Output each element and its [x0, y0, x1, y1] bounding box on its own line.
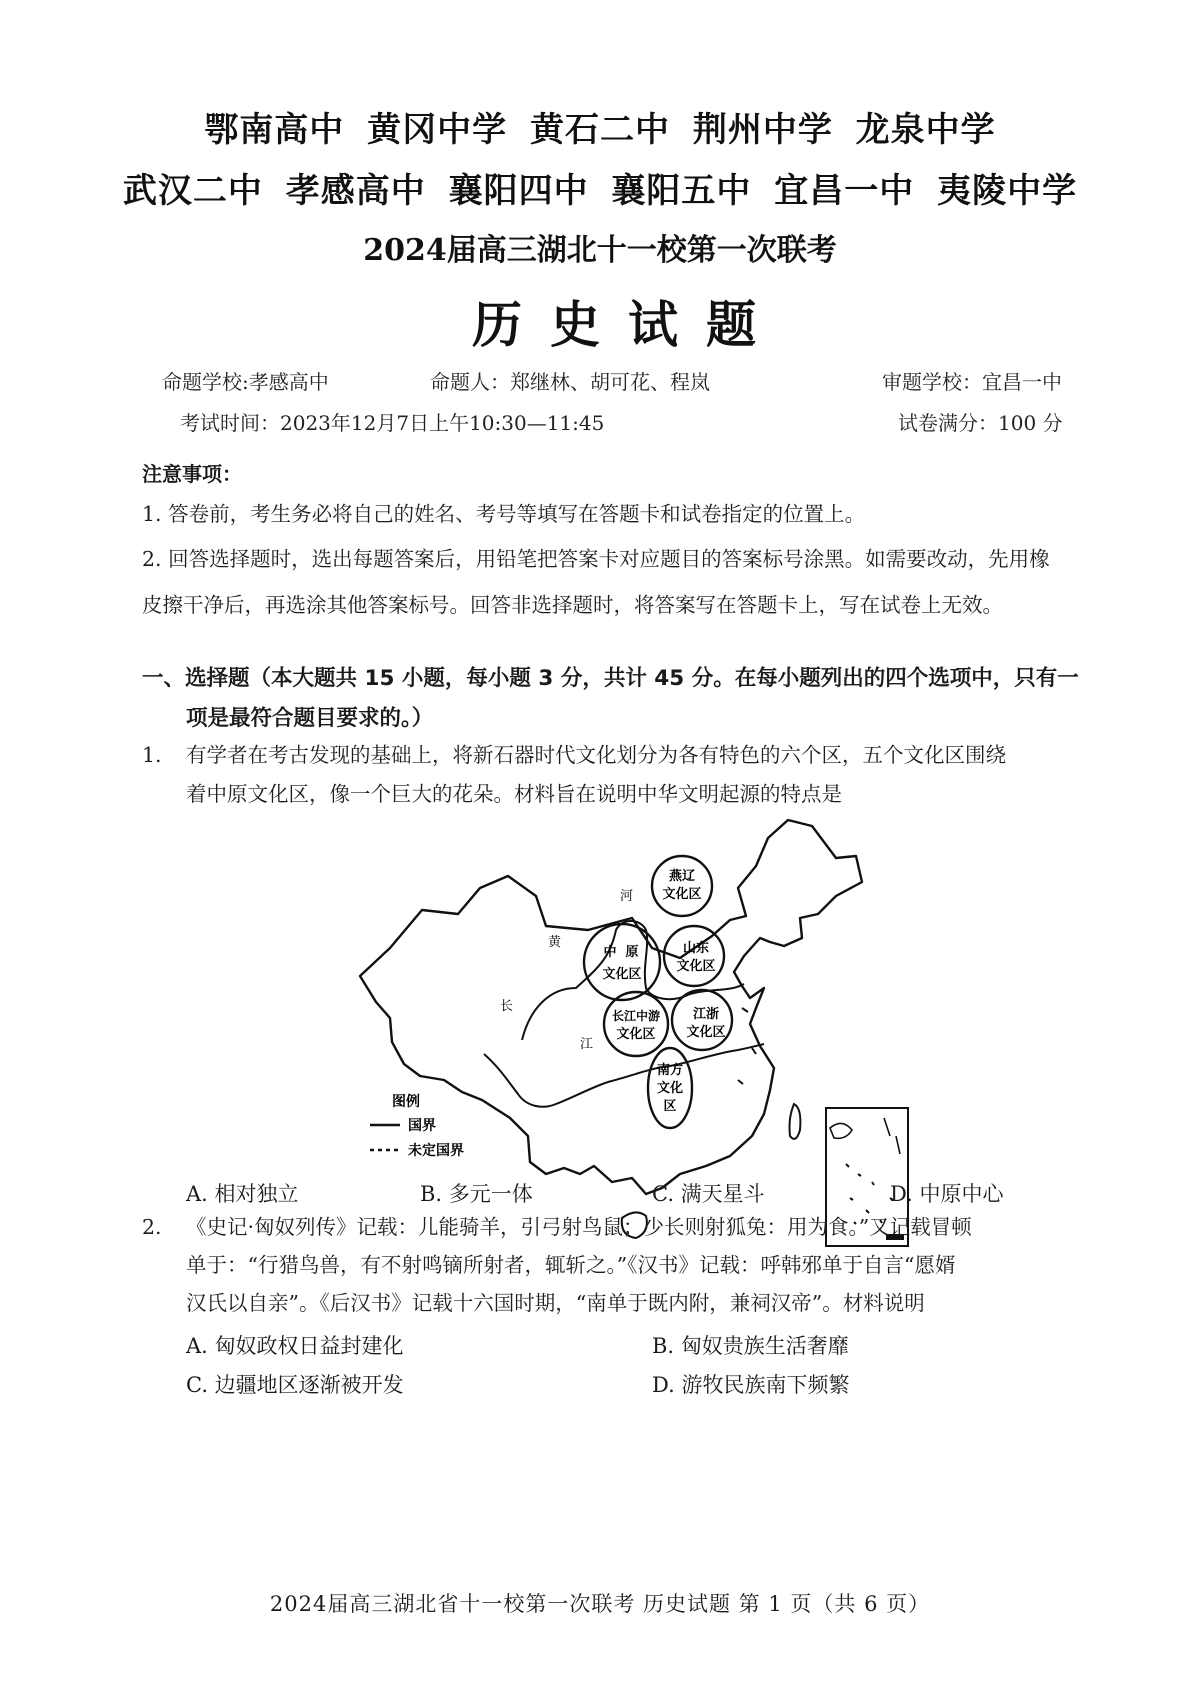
- q2-option-b[interactable]: B. 匈奴贵族生活奢靡: [652, 1334, 849, 1358]
- region-label: 文化区: [662, 887, 702, 902]
- q2-number: 2.: [142, 1215, 162, 1239]
- culture-region-yanliao: [652, 856, 712, 916]
- page-footer: 2024届高三湖北省十一校第一次联考 历史试题 第 1 页（共 6 页）: [269, 1592, 931, 1616]
- q1-option-c[interactable]: C. 满天星斗: [652, 1182, 765, 1206]
- q1-option-b[interactable]: B. 多元一体: [420, 1182, 533, 1206]
- q1-number: 1.: [142, 743, 162, 767]
- region-label: 山东: [682, 941, 710, 956]
- river-label-he: 河: [620, 889, 634, 904]
- setters: 命题人：郑继林、胡可花、程岚: [430, 370, 710, 394]
- setter-school: 命题学校:孝感高中: [162, 370, 329, 394]
- region-label: 文化: [656, 1081, 684, 1096]
- notice-title: 注意事项：: [142, 462, 242, 486]
- taiwan-island: [790, 1104, 801, 1139]
- map-legend: [370, 1093, 464, 1159]
- culture-region-nanfang: [648, 1048, 692, 1128]
- school-list-line-2: 武汉二中 孝感高中 襄阳四中 襄阳五中 宜昌一中 夷陵中学: [122, 171, 1078, 211]
- q1-stem-line-2: 着中原文化区，像一个巨大的花朵。材料旨在说明中华文明起源的特点是: [186, 782, 842, 806]
- q1-option-a[interactable]: A. 相对独立: [186, 1182, 299, 1206]
- region-label: 长江中游: [611, 1009, 661, 1023]
- river-label-jiang: 江: [580, 1037, 594, 1052]
- q2-stem-line-2: 单于：“行猎鸟兽，有不射鸣镝所射者，辄斩之。”《汉书》记载：呼韩邪单于自言“愿婿: [186, 1253, 956, 1277]
- china-border: [360, 820, 862, 1194]
- notice-item-2-line-2: 皮擦干净后，再选涂其他答案标号。回答非选择题时，将答案写在答题卡上，写在试卷上无效。: [142, 593, 1003, 617]
- legend-undefined-label: 未定国界: [408, 1143, 464, 1159]
- region-label: 区: [663, 1099, 677, 1114]
- exam-time: 考试时间：2023年12月7日上午10:30—11:45: [180, 411, 605, 435]
- region-label: 南方: [656, 1063, 684, 1078]
- region-label: 文化区: [616, 1027, 656, 1042]
- region-label: 文化区: [676, 959, 716, 974]
- region-label: 中: [603, 945, 617, 960]
- region-label: 文化区: [602, 967, 642, 982]
- region-label: 燕辽: [668, 869, 696, 884]
- notice-item-1: 1. 答卷前，考生务必将自己的姓名、考号等填写在答题卡和试卷指定的位置上。: [142, 502, 866, 526]
- exam-name: 2024届高三湖北十一校第一次联考: [363, 233, 837, 268]
- school-list-line-1: 鄂南高中 黄冈中学 黄石二中 荆州中学 龙泉中学: [204, 110, 996, 150]
- notice-item-2-line-1: 2. 回答选择题时，选出每题答案后，用铅笔把答案卡对应题目的答案标号涂黑。如需要改动，先用橡: [142, 547, 1050, 571]
- reviewer-school: 审题学校：宜昌一中: [882, 370, 1062, 394]
- legend-title: 图例: [392, 1094, 420, 1110]
- region-label: 江浙: [692, 1007, 720, 1022]
- section-1-title-line-1: 一、选择题（本大题共 15 小题，每小题 3 分，共计 45 分。在每小题列出的四个选项中，只有一: [142, 666, 1079, 691]
- river-label-chang: 长: [500, 999, 514, 1014]
- q2-stem-line-3: 汉氏以自亲”。《后汉书》记载十六国时期，“南单于既内附，兼祠汉帝”。材料说明: [186, 1291, 925, 1315]
- q2-option-d[interactable]: D. 游牧民族南下频繁: [652, 1373, 850, 1397]
- full-score: 试卷满分：100 分: [898, 411, 1063, 435]
- legend-border-label: 国界: [408, 1118, 436, 1134]
- river-label-huang: 黄: [548, 935, 562, 950]
- q2-option-a[interactable]: A. 匈奴政权日益封建化: [186, 1334, 404, 1358]
- culture-region-zhongyuan: [584, 924, 660, 1000]
- culture-region-jiangzhe: [672, 990, 732, 1050]
- q1-stem-line-1: 有学者在考古发现的基础上，将新石器时代文化划分为各有特色的六个区，五个文化区围绕: [186, 743, 1006, 767]
- subject-title: 历史试题: [472, 295, 784, 354]
- culture-region-changjiang: [604, 992, 668, 1056]
- region-label: 原: [625, 945, 639, 960]
- section-1-title-line-2: 项是最符合题目要求的。）: [186, 706, 434, 731]
- q2-option-c[interactable]: C. 边疆地区逐渐被开发: [186, 1373, 404, 1397]
- q2-stem-line-1: 《史记·匈奴列传》记载：儿能骑羊，引弓射鸟鼠；少长则射狐兔：用为食。”又记载冒顿: [186, 1215, 972, 1239]
- region-label: 文化区: [686, 1025, 726, 1040]
- q1-option-d[interactable]: D. 中原中心: [890, 1182, 1004, 1206]
